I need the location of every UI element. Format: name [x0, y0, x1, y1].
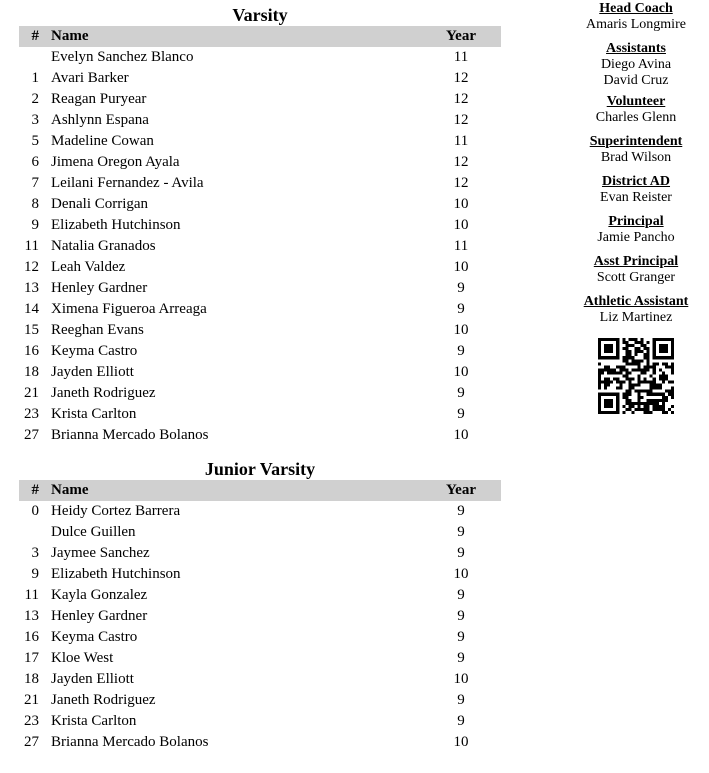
player-year: 10 — [453, 364, 469, 380]
player-name: Brianna Mercado Bolanos — [51, 427, 209, 443]
player-name: Janeth Rodriguez — [51, 692, 156, 708]
player-number: 13 — [24, 608, 39, 624]
staff-name: Diego Avina — [600, 57, 672, 72]
player-name: Elizabeth Hutchinson — [51, 566, 181, 582]
jv-rows — [19, 501, 501, 753]
staff-block — [570, 173, 702, 206]
table-row — [19, 362, 501, 383]
player-year: 10 — [453, 217, 469, 233]
player-number: 13 — [24, 280, 39, 296]
player-year: 9 — [457, 692, 465, 708]
player-name: Keyma Castro — [51, 343, 138, 359]
player-name: Denali Corrigan — [51, 196, 149, 212]
player-name: Kloe West — [51, 650, 114, 666]
player-number: 3 — [31, 545, 39, 561]
player-name: Krista Carlton — [51, 406, 137, 422]
varsity-rows — [19, 47, 501, 446]
player-year: 10 — [453, 322, 469, 338]
table-row — [19, 110, 501, 131]
staff-block — [570, 40, 702, 89]
player-number: 16 — [24, 629, 39, 645]
player-year: 9 — [457, 385, 465, 401]
player-name: Jayden Elliott — [51, 364, 134, 380]
table-row — [19, 404, 501, 425]
table-row — [19, 585, 501, 606]
player-year: 9 — [457, 503, 465, 519]
player-number: 15 — [24, 322, 39, 338]
player-name: Reagan Puryear — [51, 91, 147, 107]
staff-block — [570, 213, 702, 246]
coaching-staff — [570, 0, 702, 414]
player-name: Madeline Cowan — [51, 133, 154, 149]
player-number: 18 — [24, 364, 39, 380]
player-name: Ashlynn Espana — [51, 112, 149, 128]
player-number: 1 — [31, 70, 39, 86]
staff-block — [570, 133, 702, 166]
player-year: 9 — [457, 343, 465, 359]
table-row — [19, 543, 501, 564]
staff-block — [570, 293, 702, 326]
table-row — [19, 606, 501, 627]
table-row — [19, 215, 501, 236]
player-number: 17 — [24, 650, 39, 666]
player-year: 12 — [453, 175, 469, 191]
staff-name: Scott Granger — [596, 270, 676, 285]
player-number: 5 — [31, 133, 39, 149]
table-row — [19, 320, 501, 341]
header-name: Name — [51, 28, 89, 44]
player-number: 3 — [31, 112, 39, 128]
player-number: 16 — [24, 343, 39, 359]
varsity-header-row — [19, 26, 501, 47]
staff-list — [570, 0, 702, 326]
player-year: 9 — [457, 587, 465, 603]
player-number: 14 — [24, 301, 39, 317]
player-name: Keyma Castro — [51, 629, 138, 645]
player-number: 23 — [24, 713, 39, 729]
staff-name: Brad Wilson — [600, 150, 672, 165]
table-row — [19, 648, 501, 669]
player-name: Jayden Elliott — [51, 671, 134, 687]
player-year: 9 — [457, 650, 465, 666]
header-number: # — [31, 482, 39, 498]
staff-title: Superintendent — [589, 134, 683, 149]
player-name: Kayla Gonzalez — [51, 587, 148, 603]
table-row — [19, 152, 501, 173]
player-number: 18 — [24, 671, 39, 687]
staff-title: Volunteer — [606, 94, 666, 109]
staff-name: Evan Reister — [600, 190, 672, 205]
table-row — [19, 501, 501, 522]
player-year: 10 — [453, 734, 469, 750]
player-name: Avari Barker — [51, 70, 129, 86]
player-year: 9 — [457, 406, 465, 422]
staff-name: Amaris Longmire — [586, 17, 686, 32]
player-number: 8 — [31, 196, 39, 212]
player-year: 12 — [453, 91, 469, 107]
player-number: 23 — [24, 406, 39, 422]
staff-title: Head Coach — [599, 1, 673, 16]
player-year: 11 — [453, 238, 469, 254]
player-year: 11 — [453, 49, 469, 65]
table-row — [19, 564, 501, 585]
player-name: Jaymee Sanchez — [51, 545, 150, 561]
player-number: 2 — [31, 91, 39, 107]
table-row — [19, 732, 501, 753]
table-row — [19, 173, 501, 194]
player-name: Evelyn Sanchez Blanco — [51, 49, 194, 65]
staff-name: Charles Glenn — [595, 110, 677, 125]
player-number: 21 — [24, 692, 39, 708]
player-year: 12 — [453, 70, 469, 86]
player-number: 7 — [31, 175, 39, 191]
staff-name: Jamie Pancho — [597, 230, 675, 245]
player-number: 9 — [31, 566, 39, 582]
table-row — [19, 47, 501, 68]
jv-header-row — [19, 480, 501, 501]
table-row — [19, 89, 501, 110]
table-row — [19, 425, 501, 446]
staff-title: Asst Principal — [593, 254, 679, 269]
staff-block — [570, 93, 702, 126]
staff-name: David Cruz — [603, 73, 669, 88]
table-row — [19, 522, 501, 543]
table-row — [19, 68, 501, 89]
player-number: 0 — [31, 503, 39, 519]
player-number: 6 — [31, 154, 39, 170]
player-name: Reeghan Evans — [51, 322, 144, 338]
table-row — [19, 383, 501, 404]
player-year: 12 — [453, 112, 469, 128]
table-row — [19, 236, 501, 257]
table-row — [19, 194, 501, 215]
player-name: Leah Valdez — [51, 259, 126, 275]
player-year: 9 — [457, 545, 465, 561]
table-row — [19, 711, 501, 732]
player-year: 10 — [453, 566, 469, 582]
player-number: 11 — [24, 587, 39, 603]
player-year: 9 — [457, 629, 465, 645]
player-year: 11 — [453, 133, 469, 149]
player-name: Heidy Cortez Barrera — [51, 503, 181, 519]
player-name: Brianna Mercado Bolanos — [51, 734, 209, 750]
player-year: 9 — [457, 301, 465, 317]
player-name: Ximena Figueroa Arreaga — [51, 301, 207, 317]
table-row — [19, 257, 501, 278]
header-year: Year — [446, 482, 476, 498]
varsity-title: Varsity — [232, 5, 288, 25]
player-year: 9 — [457, 280, 465, 296]
staff-block — [570, 0, 702, 33]
player-number: 21 — [24, 385, 39, 401]
player-year: 10 — [453, 259, 469, 275]
player-name: Natalia Granados — [51, 238, 156, 254]
staff-title: Assistants — [606, 41, 666, 56]
table-row — [19, 690, 501, 711]
player-number: 27 — [24, 427, 39, 443]
table-row — [19, 278, 501, 299]
player-name: Dulce Guillen — [51, 524, 136, 540]
player-year: 12 — [453, 154, 469, 170]
table-row — [19, 669, 501, 690]
player-year: 10 — [453, 671, 469, 687]
table-row — [19, 299, 501, 320]
player-year: 10 — [453, 427, 469, 443]
player-name: Jimena Oregon Ayala — [51, 154, 180, 170]
jv-title: Junior Varsity — [204, 459, 316, 479]
player-name: Henley Gardner — [51, 608, 148, 624]
table-row — [19, 627, 501, 648]
player-name: Krista Carlton — [51, 713, 137, 729]
staff-name: Liz Martinez — [599, 310, 673, 325]
header-name: Name — [51, 482, 89, 498]
staff-title: Principal — [608, 214, 664, 229]
player-number: 9 — [31, 217, 39, 233]
player-name: Janeth Rodriguez — [51, 385, 156, 401]
table-row — [19, 131, 501, 152]
player-year: 9 — [457, 713, 465, 729]
staff-title: Athletic Assistant — [583, 294, 689, 309]
player-number: 27 — [24, 734, 39, 750]
table-row — [19, 341, 501, 362]
player-name: Leilani Fernandez - Avila — [51, 175, 204, 191]
player-name: Henley Gardner — [51, 280, 148, 296]
staff-title: District AD — [601, 174, 671, 189]
varsity-roster — [19, 4, 501, 446]
player-year: 9 — [457, 524, 465, 540]
qr-code-icon — [598, 338, 674, 414]
staff-block — [570, 253, 702, 286]
header-number: # — [31, 28, 39, 44]
player-year: 9 — [457, 608, 465, 624]
player-name: Elizabeth Hutchinson — [51, 217, 181, 233]
jv-roster — [19, 458, 501, 753]
player-year: 10 — [453, 196, 469, 212]
header-year: Year — [446, 28, 476, 44]
player-number: 12 — [24, 259, 39, 275]
player-number: 11 — [24, 238, 39, 254]
